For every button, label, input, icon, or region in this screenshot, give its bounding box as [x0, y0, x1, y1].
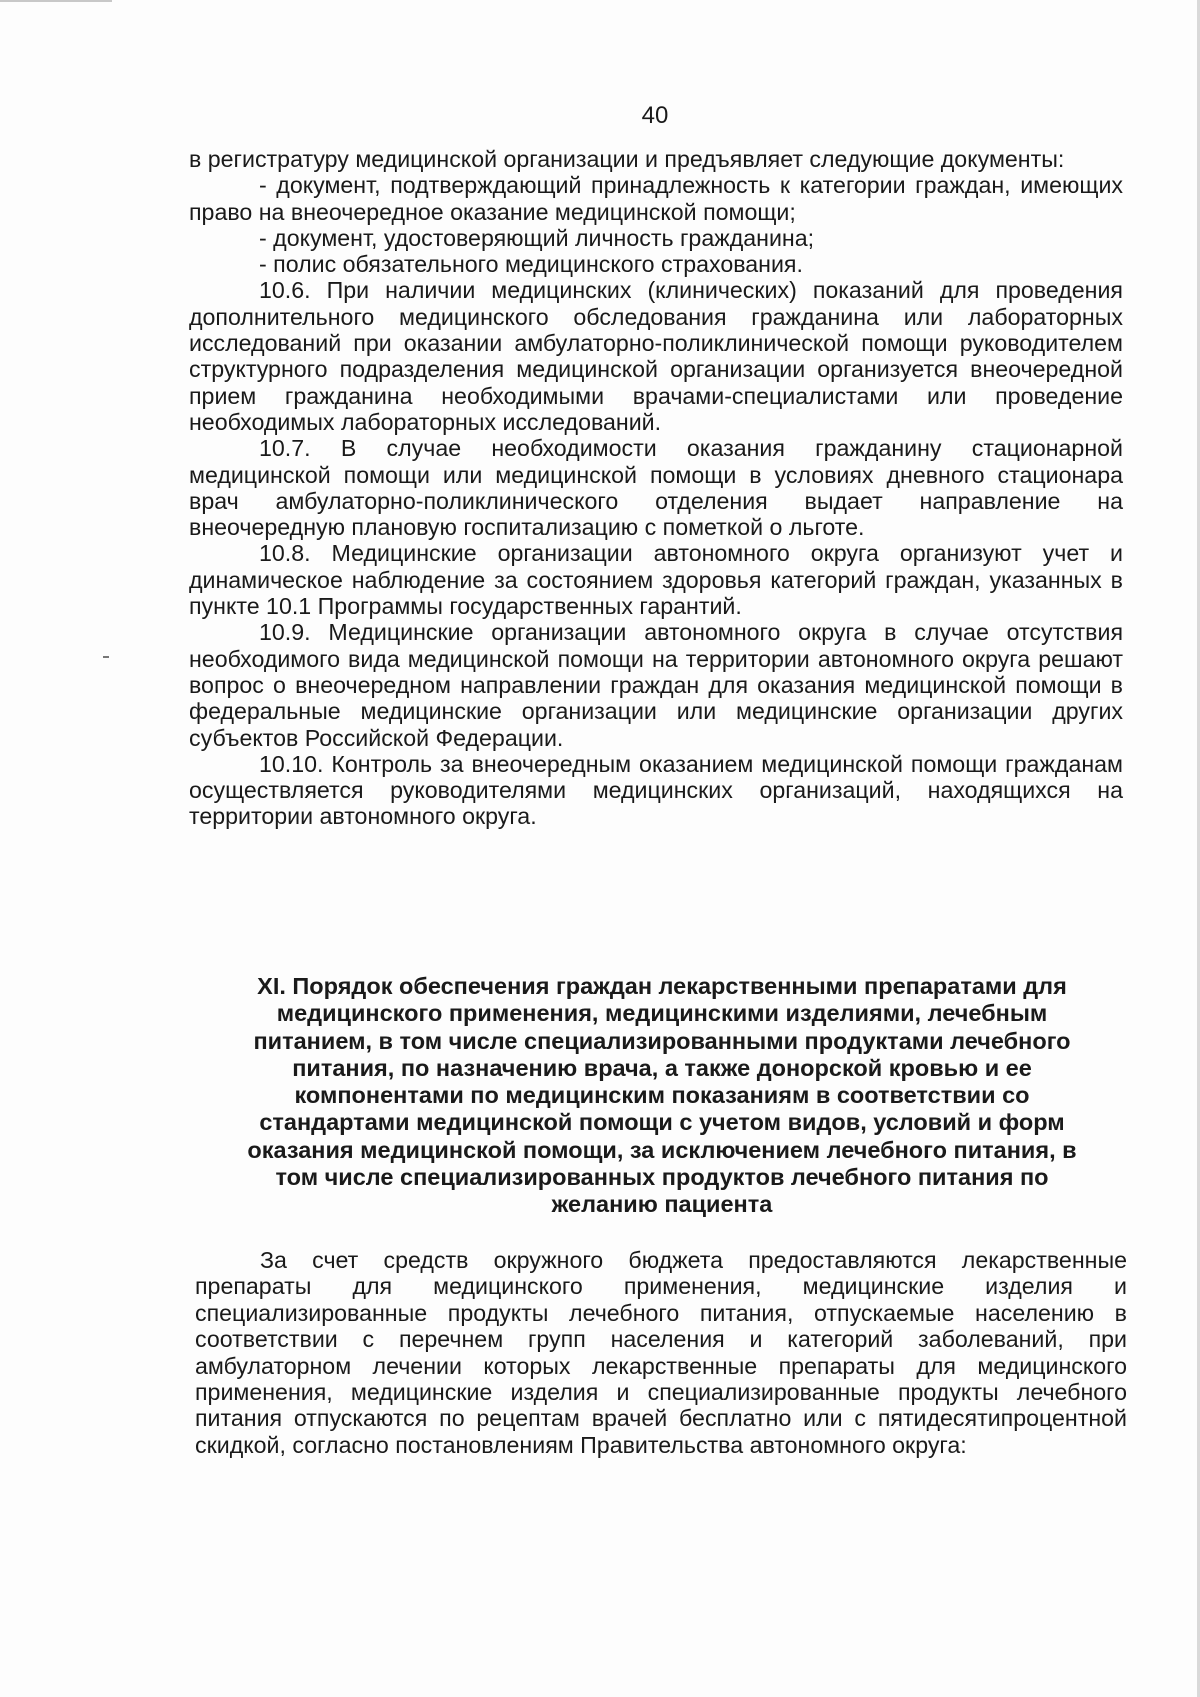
document-item: - документ, подтверждающий принадлежность к категории граждан, имеющих право на внеочередное оказание медицинской помощи; — [189, 172, 1123, 225]
heading-line: XI. Порядок обеспечения граждан лекарственными препаратами для — [257, 973, 1067, 999]
section-paragraph: За счет средств окружного бюджета предоставляются лекарственные препараты для медицинского применения, медицинские изделия и специализированные продукты лечебного питания, отпускаемые населению в соответствии с перечнем групп населения и категорий заболеваний, при амбулаторном лечении которых лекарственные препараты для медицинского применения, медицинские изделия и специализированные продукты лечебного питания отпускаются по рецептам врачей бесплатно или с пятидесятипроцентной скидкой, согласно постановлениям Правительства автономного округа: — [195, 1247, 1127, 1458]
section-heading — [198, 973, 1126, 1219]
clause-10-10: 10.10. Контроль за внеочередным оказанием медицинской помощи гражданам осуществляется руководителями медицинских организаций, находящихся на территории автономного округа. — [189, 750, 1123, 830]
page-number: 40 — [641, 102, 669, 129]
document-item: - документ, удостоверяющий личность гражданина; — [259, 224, 815, 251]
heading-line: стандартами медицинской помощи с учетом видов, условий и форм — [259, 1109, 1065, 1136]
clause-10-6: 10.6. При наличии медицинских (клинических) показаний для проведения дополнительного медицинского обследования гражданина или лабораторных исследований при оказании амбулаторно-поликлинической помощи руководителем структурного подразделения медицинской организации организуется внеочередной прием гражданина необходимыми врачами-специалистами или проведение необходимых лабораторных исследований. — [189, 277, 1123, 435]
document-item: - полис обязательного медицинского страхования. — [259, 251, 803, 278]
clause-10-7: 10.7. В случае необходимости оказания гражданину стационарной медицинской помощи или медицинской помощи в условиях дневного стационара врач амбулаторно-поликлинического отделения выдает направление на внеочередную плановую госпитализацию с пометкой о льготе. — [189, 435, 1123, 541]
intro-paragraph: в регистратуру медицинской организации и предъявляет следующие документы: — [189, 146, 1065, 172]
clause-10-8: 10.8. Медицинские организации автономного округа организуют учет и динамическое наблюдение за состоянием здоровья категорий граждан, указанных в пункте 10.1 Программы государственных гарантий. — [189, 540, 1123, 620]
section-text — [195, 1247, 1127, 1458]
heading-line: желанию пациента — [551, 1191, 773, 1218]
scan-edge-top — [0, 0, 112, 2]
clause-10-9: 10.9. Медицинские организации автономного округа в случае отсутствия необходимого вида медицинской помощи на территории автономного округа решают вопрос о внеочередном направлении граждан для оказания медицинской помощи в федеральные медицинские организации или медицинские организации других субъектов Российской Федерации. — [189, 619, 1123, 751]
heading-line: медицинского применения, медицинскими изделиями, лечебным — [276, 1000, 1048, 1027]
heading-line: оказания медицинской помощи, за исключением лечебного питания, в — [247, 1136, 1077, 1163]
heading-line: питания, по назначению врача, а также донорской кровью и ее — [292, 1054, 1032, 1081]
heading-line: том числе специализированных продуктов лечебного питания по — [275, 1164, 1049, 1191]
margin-mark — [103, 656, 109, 658]
heading-line: питанием, в том числе специализированными продуктами лечебного — [253, 1027, 1071, 1054]
body-text — [189, 146, 1123, 830]
heading-line: компонентами по медицинским показаниям в соответствии со — [294, 1082, 1030, 1109]
